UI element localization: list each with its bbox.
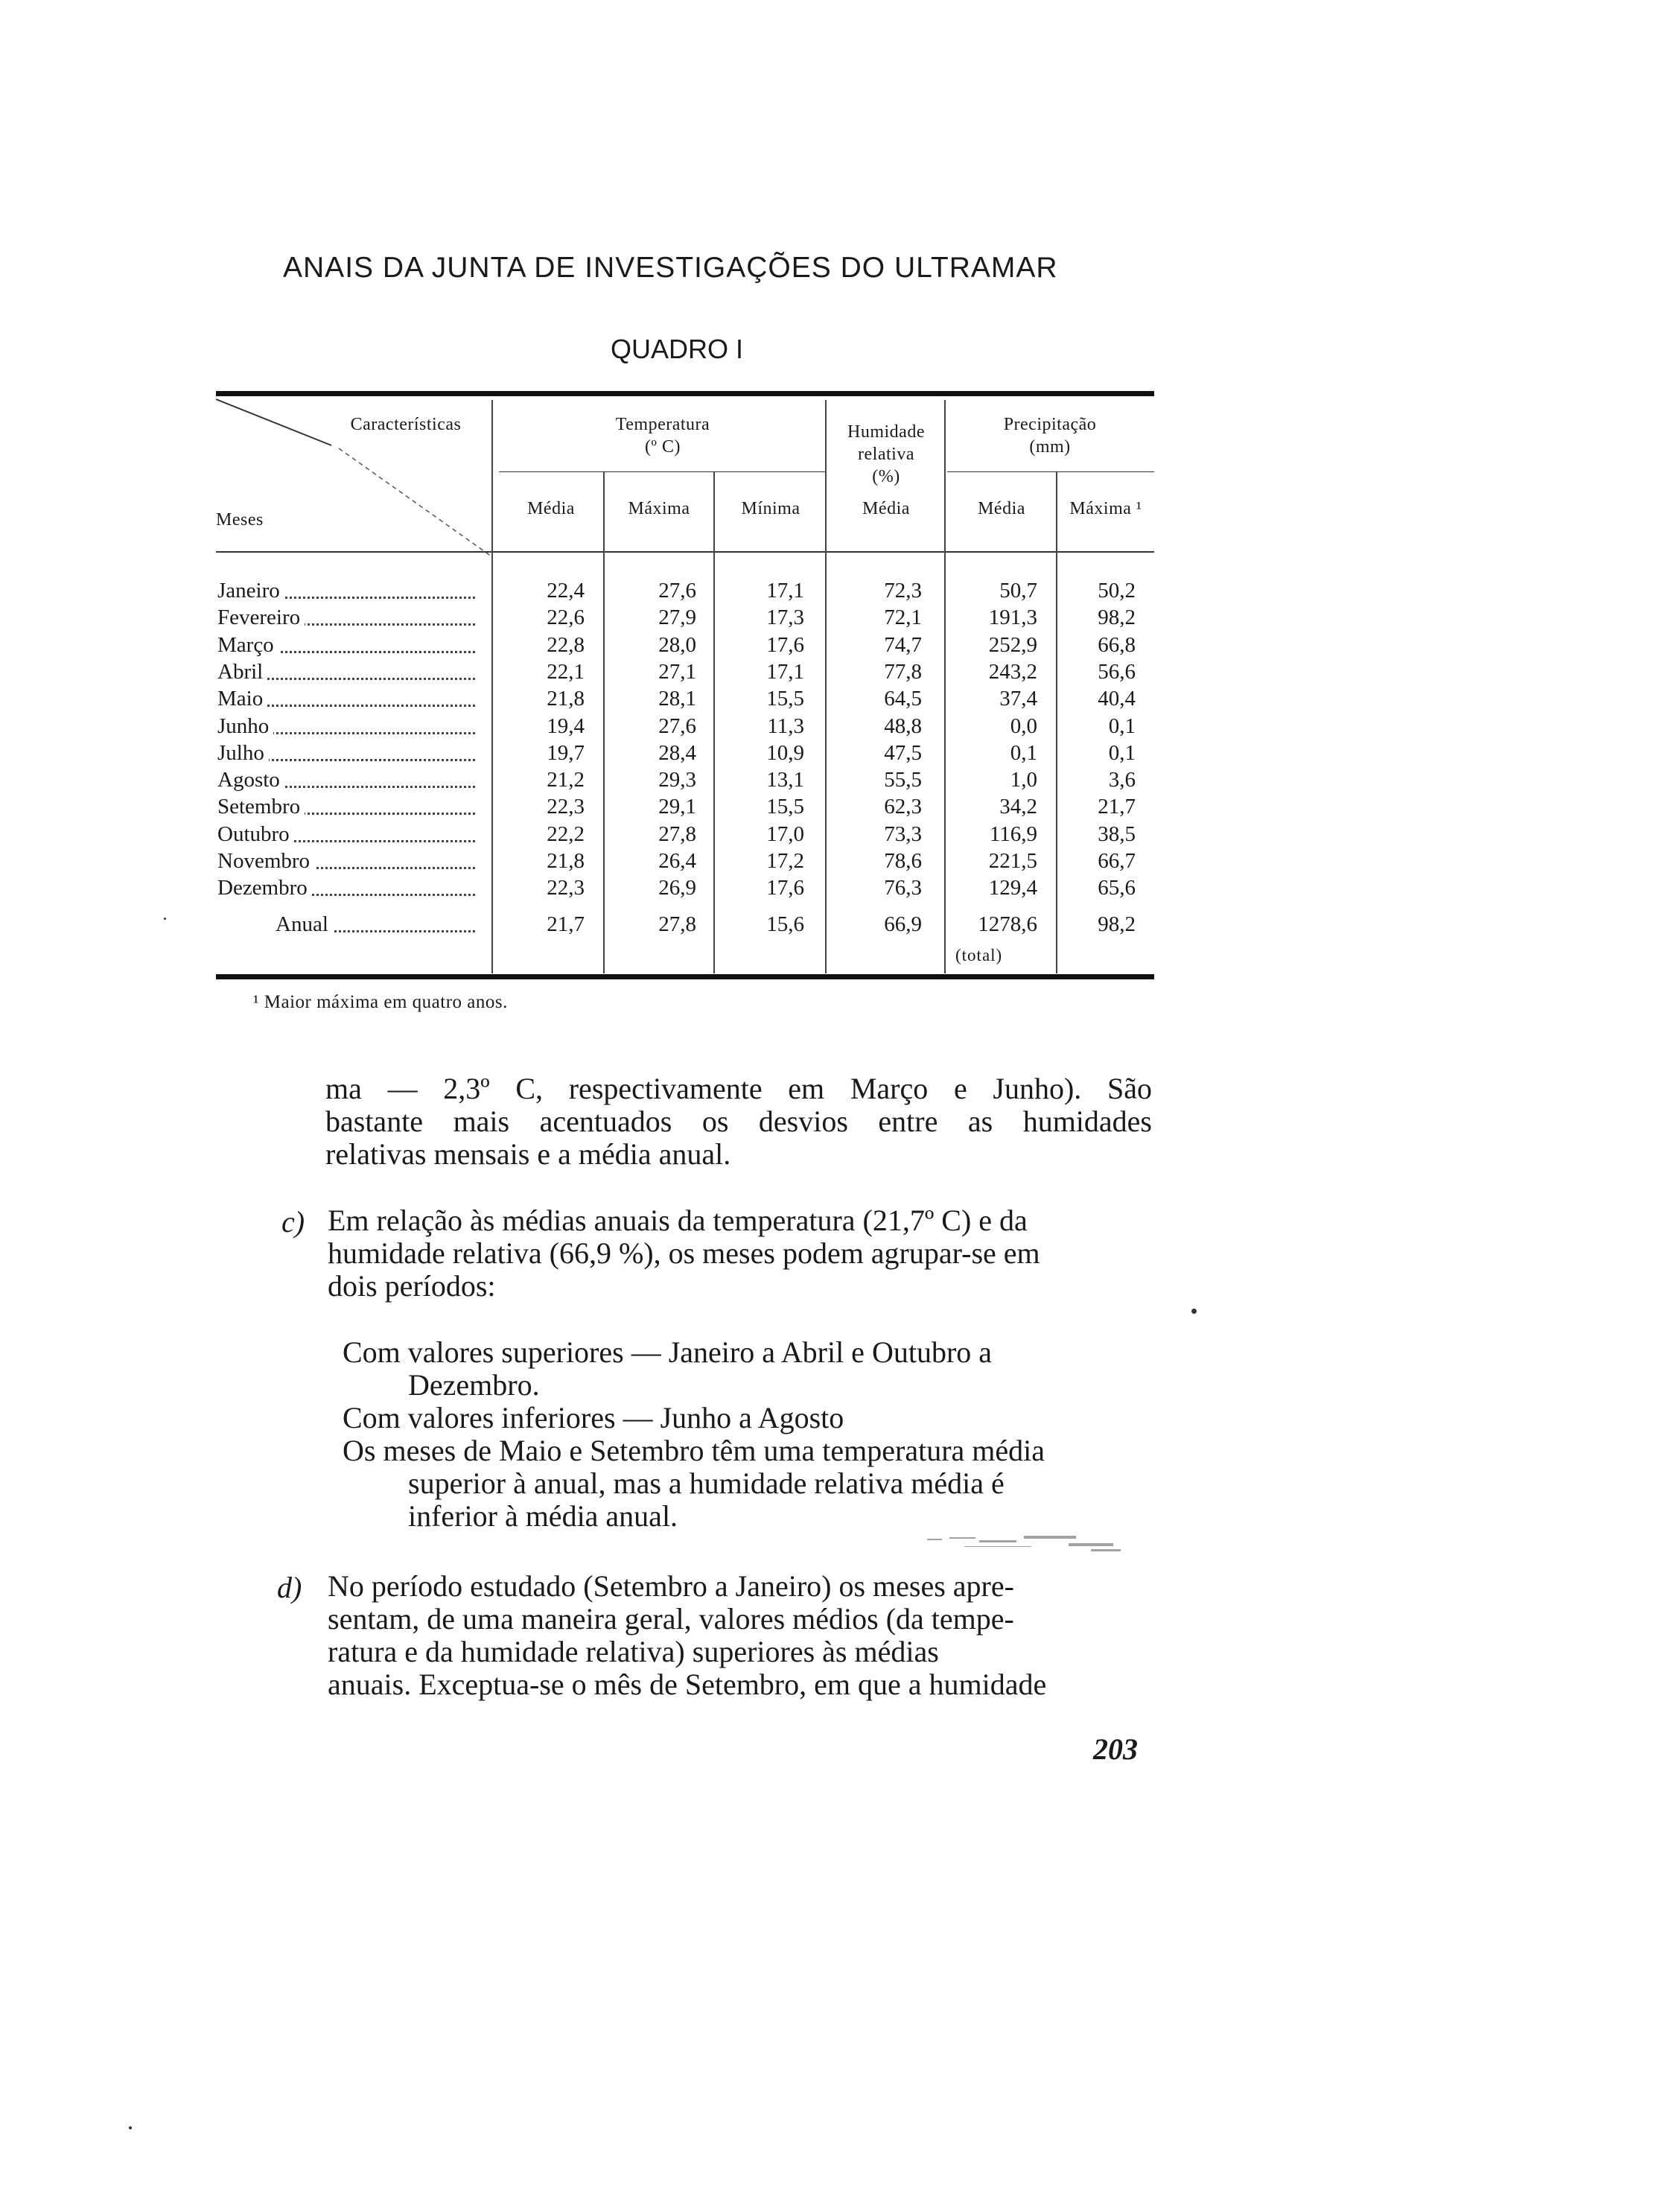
group-precipitation-label: Precipitação	[1003, 415, 1097, 434]
group-humidity-label-2: relativa	[858, 445, 914, 464]
cell-hum: 73,3	[884, 821, 922, 846]
item-c-text	[328, 1204, 1154, 1303]
group-precipitation-unit: (mm)	[1029, 437, 1071, 457]
cell-t-media: 22,6	[547, 606, 585, 630]
scan-speck	[1191, 1309, 1197, 1314]
cell-p-max: 66,8	[1098, 632, 1136, 657]
list-line: Com valores superiores — Janeiro a Abril e Outubro a	[343, 1335, 993, 1369]
row-month	[217, 606, 491, 632]
cell-t-max: 27,9	[658, 606, 696, 630]
cell-t-max: 28,1	[658, 687, 696, 711]
row-month	[217, 579, 491, 606]
cell-t-min: 17,3	[766, 606, 804, 630]
running-header: ANAIS DA JUNTA DE INVESTIGAÇÕES DO ULTRAMAR	[283, 252, 1058, 284]
month-label: Novembro	[217, 849, 314, 873]
cell-p-max: 56,6	[1098, 659, 1136, 684]
cell-hum: 47,5	[884, 740, 922, 765]
table-row	[216, 768, 1154, 795]
cell-hum: 76,3	[884, 876, 922, 900]
cell-t-max: 27,6	[658, 579, 696, 603]
cell-p-media: 0,1	[1010, 740, 1037, 765]
cell-p-max: 98,2	[1098, 606, 1136, 630]
cell-t-min: 17,1	[766, 579, 804, 603]
list-line: Os meses de Maio e Setembro têm uma temperatura média	[343, 1434, 1045, 1467]
cell-t-media: 22,8	[547, 632, 585, 657]
cell-t-media: 19,7	[547, 740, 585, 765]
cell-t-max: 29,1	[658, 795, 696, 819]
table-top-rule	[216, 391, 1154, 396]
month-label: Julho	[217, 741, 269, 765]
subheader-hum-media: Média	[862, 499, 910, 518]
row-month	[217, 687, 491, 714]
group-temperature	[499, 413, 827, 458]
month-label: Agosto	[217, 768, 284, 792]
cell-t-max: 28,0	[658, 632, 696, 657]
row-month	[217, 849, 491, 876]
cell-t-media: 22,3	[547, 876, 585, 900]
row-month	[217, 714, 491, 741]
cell-t-max: 27,8	[658, 912, 696, 936]
cell-t-media: 22,4	[547, 579, 585, 603]
cell-t-media: 22,2	[547, 821, 585, 846]
cell-t-max: 27,8	[658, 821, 696, 846]
item-d-marker: d)	[277, 1571, 302, 1604]
month-label: Janeiro	[217, 579, 284, 603]
cell-t-min: 13,1	[766, 768, 804, 792]
table-row	[216, 849, 1154, 876]
cell-t-min: 17,0	[766, 821, 804, 846]
cell-p-max: 21,7	[1098, 795, 1136, 819]
cell-hum: 78,6	[884, 849, 922, 873]
row-month	[217, 822, 491, 849]
cell-hum: 72,1	[884, 606, 922, 630]
cell-t-min: 17,6	[766, 876, 804, 900]
cell-t-min: 15,5	[766, 795, 804, 819]
cell-hum: 55,5	[884, 768, 922, 792]
cell-t-max: 29,3	[658, 768, 696, 792]
table-row	[216, 606, 1154, 632]
item-c-list	[343, 1336, 1154, 1533]
cell-p-media: 34,2	[999, 795, 1037, 819]
corner-months: Meses	[216, 510, 264, 530]
cell-t-media: 22,3	[547, 795, 585, 819]
cell-p-max: 50,2	[1098, 579, 1136, 603]
table-row	[216, 660, 1154, 687]
cell-p-media: 191,3	[988, 606, 1037, 630]
month-label: Outubro	[217, 822, 294, 846]
row-month	[217, 660, 491, 687]
cell-p-media: 243,2	[988, 659, 1037, 684]
table-row	[216, 714, 1154, 741]
group-precipitation	[946, 413, 1154, 458]
cell-t-max: 26,4	[658, 849, 696, 873]
row-month-annual	[276, 912, 491, 939]
table-footnote: ¹ Maior máxima em quatro anos.	[253, 992, 508, 1012]
cell-hum: 72,3	[884, 579, 922, 603]
cell-hum: 66,9	[884, 912, 922, 936]
page-number: 203	[1093, 1732, 1138, 1766]
table-bottom-rule	[216, 974, 1154, 979]
list-line: inferior à média anual.	[408, 1499, 678, 1533]
list-line: superior à anual, mas a humidade relativa média é	[408, 1466, 1005, 1500]
cell-p-media: 50,7	[999, 579, 1037, 603]
table-row	[216, 822, 1154, 849]
cell-p-max: 66,7	[1098, 849, 1136, 873]
month-label: Maio	[217, 687, 267, 711]
subheader-temp-max: Máxima	[628, 499, 690, 518]
text-line: No período estudado (Setembro a Janeiro) os meses apre-	[328, 1569, 1014, 1603]
group-temperature-label: Temperatura	[615, 415, 710, 434]
cell-p-media: 116,9	[989, 821, 1037, 846]
cell-t-max: 26,9	[658, 876, 696, 900]
cell-t-max: 28,4	[658, 740, 696, 765]
item-d-text	[328, 1570, 1154, 1701]
text-line: sentam, de uma maneira geral, valores médios (da tempe-	[328, 1602, 1014, 1636]
table-row-annual	[216, 912, 1154, 939]
row-month	[217, 795, 491, 821]
text-line: Em relação às médias anuais da temperatura (21,7º C) e da	[328, 1204, 1028, 1237]
cell-p-media: 0,0	[1010, 714, 1037, 738]
cell-t-media: 21,7	[547, 912, 585, 936]
text-line: ma — 2,3º C, respectivamente em Março e Junho). São	[325, 1072, 1152, 1105]
row-month	[217, 768, 491, 795]
cell-hum: 64,5	[884, 687, 922, 711]
table-row	[216, 795, 1154, 821]
cell-t-media: 19,4	[547, 714, 585, 738]
cell-p-max: 0,1	[1108, 714, 1136, 738]
cell-t-min: 15,6	[766, 912, 804, 936]
cell-p-max: 0,1	[1108, 740, 1136, 765]
scan-smudge	[920, 1533, 1143, 1555]
text-line: humidade relativa (66,9 %), os meses podem agrupar-se em	[328, 1236, 1040, 1270]
cell-t-max: 27,6	[658, 714, 696, 738]
group-humidity	[827, 421, 946, 488]
cell-hum: 62,3	[884, 795, 922, 819]
header-bottom-rule	[216, 551, 1154, 553]
text-line: relativas mensais e a média anual.	[325, 1137, 731, 1171]
subheader-prec-max: Máxima ¹	[1069, 499, 1142, 518]
item-c-marker: c)	[281, 1205, 305, 1239]
scan-speck	[164, 918, 166, 920]
month-label: Setembro	[217, 795, 305, 819]
table-row	[216, 876, 1154, 903]
month-label: Fevereiro	[217, 606, 305, 629]
cell-p-media: 1278,6	[978, 912, 1037, 936]
cell-t-media: 21,8	[547, 849, 585, 873]
annual-label: Anual	[276, 912, 333, 936]
text-line: bastante mais acentuados os desvios entre as humidades	[325, 1105, 1152, 1138]
row-month	[217, 876, 491, 903]
cell-t-min: 17,6	[766, 632, 804, 657]
precipitation-underline	[947, 471, 1154, 472]
subheader-temp-media: Média	[527, 499, 575, 518]
cell-p-media: 221,5	[988, 849, 1037, 873]
cell-p-max: 3,6	[1108, 768, 1136, 792]
cell-p-max: 65,6	[1098, 876, 1136, 900]
cell-t-min: 10,9	[766, 740, 804, 765]
table-row	[216, 687, 1154, 714]
list-line: Dezembro.	[408, 1368, 540, 1402]
list-line: Com valores inferiores — Junho a Agosto	[343, 1401, 844, 1434]
total-note: (total)	[955, 946, 1003, 964]
table-row	[216, 579, 1154, 606]
cell-p-media: 1,0	[1010, 768, 1037, 792]
row-month	[217, 741, 491, 768]
month-label: Abril	[217, 660, 267, 684]
cell-hum: 74,7	[884, 632, 922, 657]
table-row	[216, 741, 1154, 768]
row-month	[217, 633, 491, 660]
group-humidity-label: Humidade	[847, 422, 925, 442]
cell-p-max: 38,5	[1098, 821, 1136, 846]
cell-p-max: 40,4	[1098, 687, 1136, 711]
cell-p-media: 37,4	[999, 687, 1037, 711]
cell-t-min: 17,2	[766, 849, 804, 873]
month-label: Junho	[217, 714, 273, 738]
cell-p-max: 98,2	[1098, 912, 1136, 936]
cell-t-media: 21,8	[547, 687, 585, 711]
month-label: Dezembro	[217, 876, 312, 900]
table-title: QUADRO I	[611, 334, 744, 364]
month-label: Março	[217, 633, 278, 657]
scan-speck	[129, 2126, 132, 2129]
subheader-prec-media: Média	[978, 499, 1025, 518]
cell-hum: 77,8	[884, 659, 922, 684]
cell-t-max: 27,1	[658, 659, 696, 684]
cell-p-media: 129,4	[988, 876, 1037, 900]
climate-table	[216, 391, 1154, 987]
cell-p-media: 252,9	[988, 632, 1037, 657]
group-humidity-unit: (%)	[872, 467, 900, 486]
cell-hum: 48,8	[884, 714, 922, 738]
paragraph-continuation	[325, 1072, 1152, 1171]
cell-t-min: 11,3	[767, 714, 804, 738]
text-line: dois períodos:	[328, 1269, 496, 1303]
cell-t-min: 17,1	[766, 659, 804, 684]
corner-characteristics: Características	[350, 415, 462, 434]
text-line: anuais. Exceptua-se o mês de Setembro, em que a humidade	[328, 1668, 1047, 1701]
subheader-temp-min: Mínima	[741, 499, 800, 518]
cell-t-media: 22,1	[547, 659, 585, 684]
temperature-underline	[499, 471, 827, 472]
text-line: ratura e da humidade relativa) superiores às médias	[328, 1635, 939, 1668]
cell-t-min: 15,5	[766, 687, 804, 711]
group-temperature-unit: (º C)	[645, 437, 681, 457]
cell-t-media: 21,2	[547, 768, 585, 792]
table-row	[216, 633, 1154, 660]
